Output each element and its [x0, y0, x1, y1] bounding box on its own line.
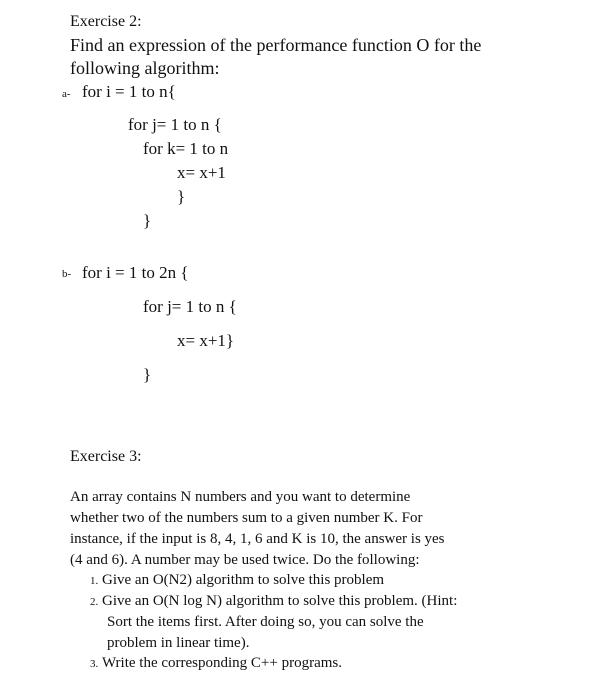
- list-item-number: 1.: [90, 575, 99, 587]
- part-a-line: for j= 1 to n {: [128, 115, 222, 134]
- exercise3-paragraph-line: whether two of the numbers sum to a given number K. For: [70, 510, 423, 526]
- exercise2-question-line2: following algorithm:: [70, 58, 220, 78]
- exercise3-heading: Exercise 3:: [70, 448, 142, 465]
- list-item-text: Write the corresponding C++ programs.: [102, 655, 343, 671]
- part-a-label: a-: [62, 88, 71, 100]
- exercise3-paragraph-line: An array contains N numbers and you want to determine: [70, 489, 411, 505]
- part-b-line: for i = 1 to 2n {: [82, 263, 189, 282]
- part-a-line: }: [177, 187, 186, 206]
- part-a-line: for k= 1 to n: [143, 139, 229, 158]
- list-item-text: Give an O(N2) algorithm to solve this problem: [102, 572, 385, 588]
- exercise3-paragraph-line: instance, if the input is 8, 4, 1, 6 and K is 10, the answer is yes: [70, 531, 445, 547]
- list-item-text: Give an O(N log N) algorithm to solve this problem. (Hint:: [102, 593, 458, 609]
- exercise3-paragraph-line: (4 and 6). A number may be used twice. Do the following:: [70, 552, 420, 568]
- list-item-text: Sort the items first. After doing so, you can solve the: [107, 614, 424, 630]
- exercise2-heading: Exercise 2:: [70, 13, 142, 30]
- list-item-number: 2.: [90, 596, 99, 608]
- part-b-line: for j= 1 to n {: [143, 297, 237, 316]
- part-b-line: x= x+1}: [177, 331, 235, 350]
- exercise2-question-line1: Find an expression of the performance function O for the: [70, 35, 482, 55]
- part-b-label: b-: [62, 268, 72, 280]
- list-item-text: problem in linear time).: [107, 635, 250, 651]
- list-item-number: 3.: [90, 658, 99, 670]
- part-a-line: for i = 1 to n{: [82, 82, 176, 101]
- part-a-line: }: [143, 211, 152, 230]
- part-b-line: }: [143, 365, 152, 384]
- part-a-line: x= x+1: [177, 163, 226, 182]
